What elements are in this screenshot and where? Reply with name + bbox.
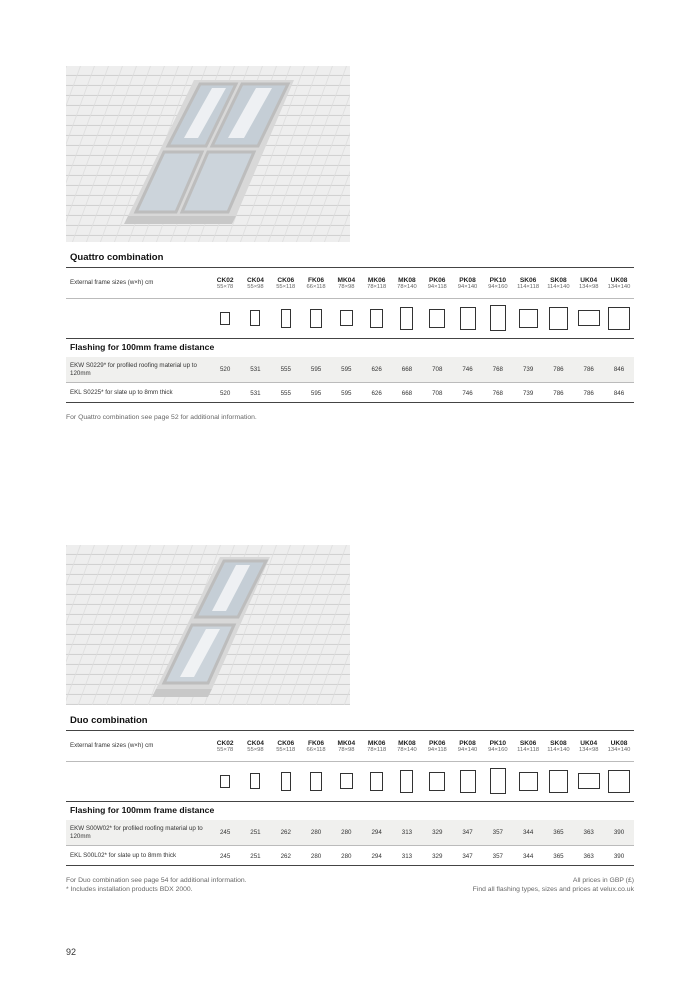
table-top-rule bbox=[66, 730, 634, 731]
price-cell: 313 bbox=[401, 829, 413, 836]
table-bottom-rule bbox=[66, 865, 634, 866]
size-col: UK08 134×140 bbox=[607, 739, 631, 753]
window-shape-icon bbox=[400, 307, 413, 330]
price-row bbox=[66, 357, 634, 382]
price-cell: 595 bbox=[310, 389, 322, 397]
price-cell: 344 bbox=[522, 852, 534, 860]
price-cell: 668 bbox=[401, 366, 413, 373]
flashing-product-label: EKW S0229* for profiled roofing material up to 120mm bbox=[70, 361, 197, 377]
price-cell: 294 bbox=[371, 852, 382, 860]
website-note: Find all flashing types, sizes and prices at velux.co.uk bbox=[472, 886, 634, 893]
price-cell: 739 bbox=[522, 366, 534, 373]
currency-note: All prices in GBP (£) bbox=[572, 877, 634, 884]
flashing-top-rule bbox=[66, 338, 634, 339]
price-cell: 739 bbox=[522, 389, 534, 397]
size-col: CK02 55×78 bbox=[216, 276, 234, 290]
size-col: CK06 55×118 bbox=[276, 739, 296, 753]
price-cell: 329 bbox=[432, 852, 443, 860]
window-shape-icon bbox=[460, 770, 476, 793]
price-row bbox=[66, 820, 634, 845]
quattro-roof-image bbox=[66, 66, 350, 242]
price-cell: 531 bbox=[250, 389, 261, 397]
price-cell: 846 bbox=[613, 389, 625, 397]
price-cell: 531 bbox=[250, 366, 261, 373]
price-cell: 786 bbox=[553, 389, 564, 397]
price-cell: 520 bbox=[219, 366, 231, 373]
price-cell: 280 bbox=[341, 852, 352, 860]
price-cell: 262 bbox=[280, 852, 291, 860]
price-cell: 595 bbox=[341, 366, 352, 373]
flashing-product-label: EKW S00W02* for profiled roofing material up to 120mm bbox=[70, 824, 203, 840]
price-cell: 520 bbox=[219, 389, 231, 397]
window-shape-icon bbox=[429, 772, 445, 791]
size-col: UK04 134×98 bbox=[578, 739, 599, 753]
price-cell: 294 bbox=[371, 829, 382, 836]
duo-section bbox=[66, 545, 634, 905]
window-shape-icon bbox=[400, 770, 413, 793]
window-shape-icon bbox=[549, 770, 568, 793]
size-col: PK06 94×118 bbox=[427, 276, 447, 290]
price-row bbox=[66, 846, 634, 866]
price-cell: 245 bbox=[219, 852, 231, 860]
window-shape-icon bbox=[519, 772, 538, 791]
price-cell: 595 bbox=[310, 366, 322, 373]
size-col: SK08 114×140 bbox=[547, 276, 570, 290]
price-cell: 746 bbox=[462, 366, 473, 373]
window-shape-icon bbox=[490, 305, 506, 331]
duo-price-table bbox=[66, 820, 634, 866]
page-number: 92 bbox=[66, 947, 77, 957]
size-col: MK06 78×118 bbox=[367, 739, 387, 753]
window-shape-icon bbox=[370, 309, 383, 328]
price-cell: 786 bbox=[583, 366, 594, 373]
price-cell: 363 bbox=[583, 829, 594, 836]
flashing-top-rule bbox=[66, 801, 634, 802]
duo-note bbox=[66, 876, 247, 894]
price-cell: 555 bbox=[280, 366, 291, 373]
size-col: CK06 55×118 bbox=[276, 276, 296, 290]
size-col: CK02 55×78 bbox=[216, 739, 234, 753]
price-cell: 390 bbox=[613, 852, 625, 860]
duo-size-table bbox=[66, 733, 634, 759]
quattro-window-icons bbox=[66, 301, 634, 337]
size-col: MK08 78×140 bbox=[397, 276, 417, 290]
size-col: SK06 114×118 bbox=[517, 739, 540, 753]
price-cell: 846 bbox=[613, 366, 625, 373]
window-shape-icon bbox=[549, 307, 568, 330]
external-size-label: External frame sizes (w×h) cm bbox=[70, 742, 154, 749]
window-shape-icon bbox=[281, 772, 291, 791]
size-col: FK06 66×118 bbox=[306, 739, 326, 753]
flashing-product-label: EKL S0225* for slate up to 8mm thick bbox=[70, 389, 173, 396]
quattro-price-table bbox=[66, 357, 634, 403]
window-shape-icon bbox=[310, 772, 322, 791]
window-shape-icon bbox=[340, 310, 353, 326]
window-shape-icon bbox=[578, 310, 600, 326]
price-cell: 668 bbox=[401, 389, 413, 397]
price-cell: 786 bbox=[553, 366, 564, 373]
window-shape-icon bbox=[429, 309, 445, 328]
price-cell: 363 bbox=[583, 852, 594, 860]
size-col: PK06 94×118 bbox=[427, 739, 447, 753]
price-cell: 280 bbox=[310, 852, 322, 860]
duo-window-icons bbox=[66, 764, 634, 800]
size-col: CK04 55×98 bbox=[247, 739, 264, 753]
installation-footnote: * Includes installation products BDX 2000. bbox=[66, 886, 193, 893]
price-cell: 595 bbox=[341, 389, 352, 397]
price-cell: 280 bbox=[341, 829, 352, 836]
quattro-note: For Quattro combination see page 52 for additional information. bbox=[66, 414, 257, 421]
price-cell: 786 bbox=[583, 389, 594, 397]
price-cell: 365 bbox=[553, 852, 564, 860]
window-shape-icon bbox=[370, 772, 383, 791]
price-cell: 251 bbox=[250, 852, 261, 860]
price-cell: 329 bbox=[432, 829, 443, 836]
price-cell: 390 bbox=[613, 829, 625, 836]
footer-right-note bbox=[473, 876, 634, 894]
price-cell: 626 bbox=[371, 389, 382, 397]
flashing-title: Flashing for 100mm frame distance bbox=[70, 342, 215, 352]
window-shape-icon bbox=[490, 768, 506, 794]
window-shape-icon bbox=[519, 309, 538, 328]
window-shape-icon bbox=[608, 307, 630, 330]
price-cell: 768 bbox=[492, 366, 503, 373]
price-cell: 347 bbox=[462, 829, 473, 836]
size-col: PK10 94×160 bbox=[488, 276, 508, 290]
size-col: UK08 134×140 bbox=[607, 276, 631, 290]
price-cell: 626 bbox=[371, 366, 382, 373]
flashing-product-label: EKL S00L02* for slate up to 8mm thick bbox=[70, 852, 177, 859]
price-row bbox=[66, 383, 634, 403]
section-title: Duo combination bbox=[70, 715, 148, 726]
price-cell: 555 bbox=[280, 389, 291, 397]
price-cell: 746 bbox=[462, 389, 473, 397]
quattro-size-table bbox=[66, 270, 634, 296]
price-cell: 357 bbox=[492, 829, 503, 836]
size-col: MK04 78×98 bbox=[337, 276, 356, 290]
size-col: MK06 78×118 bbox=[367, 276, 387, 290]
duo-roof-image bbox=[66, 545, 350, 705]
table-bottom-rule bbox=[66, 402, 634, 403]
price-cell: 344 bbox=[522, 829, 534, 836]
size-col: SK06 114×118 bbox=[517, 276, 540, 290]
window-shape-icon bbox=[250, 310, 260, 326]
duo-note-line: For Duo combination see page 54 for additional information. bbox=[66, 877, 247, 884]
row-rule bbox=[66, 298, 634, 299]
window-shape-icon bbox=[220, 775, 230, 788]
section-title: Quattro combination bbox=[70, 252, 164, 263]
price-cell: 365 bbox=[553, 829, 564, 836]
price-cell: 347 bbox=[462, 852, 473, 860]
window-shape-icon bbox=[310, 309, 322, 328]
price-cell: 708 bbox=[432, 366, 443, 373]
price-cell: 768 bbox=[492, 389, 503, 397]
price-cell: 245 bbox=[219, 829, 231, 836]
table-top-rule bbox=[66, 267, 634, 268]
price-cell: 313 bbox=[401, 852, 413, 860]
size-col: PK08 94×140 bbox=[457, 276, 478, 290]
window-shape-icon bbox=[460, 307, 476, 330]
window-shape-icon bbox=[281, 309, 291, 328]
window-shape-icon bbox=[578, 773, 600, 789]
price-cell: 251 bbox=[250, 829, 261, 836]
price-cell: 357 bbox=[492, 852, 503, 860]
window-shape-icon bbox=[340, 773, 353, 789]
window-shape-icon bbox=[250, 773, 260, 789]
price-cell: 708 bbox=[432, 389, 443, 397]
size-col: SK08 114×140 bbox=[547, 739, 570, 753]
window-shape-icon bbox=[220, 312, 230, 325]
window-shape-icon bbox=[608, 770, 630, 793]
external-size-label: External frame sizes (w×h) cm bbox=[70, 279, 154, 286]
size-col: UK04 134×98 bbox=[578, 276, 599, 290]
size-col: PK10 94×160 bbox=[488, 739, 508, 753]
size-col: FK06 66×118 bbox=[306, 276, 326, 290]
flashing-title: Flashing for 100mm frame distance bbox=[70, 805, 215, 815]
row-rule bbox=[66, 761, 634, 762]
quattro-section bbox=[66, 66, 634, 426]
price-cell: 280 bbox=[310, 829, 322, 836]
size-col: MK04 78×98 bbox=[337, 739, 356, 753]
size-col: PK08 94×140 bbox=[457, 739, 478, 753]
size-col: MK08 78×140 bbox=[397, 739, 417, 753]
price-cell: 262 bbox=[280, 829, 291, 836]
size-col: CK04 55×98 bbox=[247, 276, 264, 290]
